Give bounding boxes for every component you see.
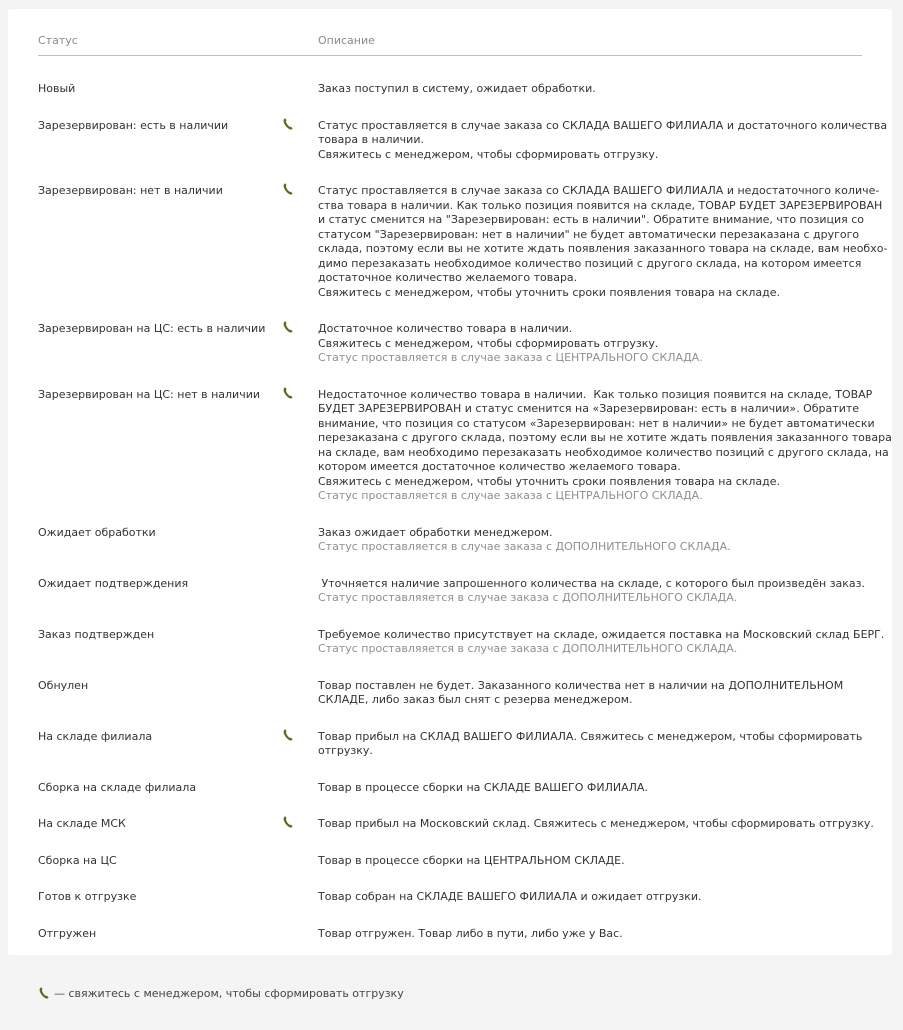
contact-indicator	[278, 781, 318, 796]
status-name: Обнулен	[38, 678, 89, 692]
legend	[38, 986, 404, 1000]
description-line: Товар в процессе сборки на ЦЕНТРАЛЬНОМ СКЛАДЕ.	[318, 853, 625, 867]
phone-icon	[282, 320, 294, 334]
contact-indicator	[278, 322, 318, 366]
description-note: Статус проставляется в случае заказа с ДОПОЛНИТЕЛЬНОГО СКЛАДА.	[318, 540, 731, 553]
status-description	[318, 854, 862, 869]
status-description	[318, 679, 862, 708]
description-line: Товар отгружен. Товар либо в пути, либо уже у Вас.	[318, 926, 623, 940]
table-row	[38, 184, 888, 300]
description-line: Товар прибыл на СКЛАД ВАШЕГО ФИЛИАЛА. Свяжитесь с менеджером, чтобы сформировать	[318, 729, 863, 743]
phone-icon	[282, 728, 294, 742]
table-row	[38, 927, 862, 942]
contact-indicator	[278, 817, 318, 832]
phone-icon	[282, 117, 294, 131]
description-line: Товар прибыл на Московский склад. Свяжитесь с менеджером, чтобы сформировать отгрузку.	[318, 817, 874, 830]
description-line: димо перезаказать необходимое количество позиций с другого склада, на котором имеется	[318, 256, 862, 270]
description-note: Статус проставляяется в случае заказа с ДОПОЛНИТЕЛЬНОГО СКЛАДА.	[318, 591, 738, 604]
table-row	[38, 854, 862, 869]
phone-icon	[38, 986, 50, 1000]
status-rows	[38, 82, 892, 941]
contact-indicator	[278, 890, 318, 905]
description-line: Товар поставлен не будет. Заказанного количества нет в наличии на ДОПОЛНИТЕЛЬНОМ	[318, 678, 844, 692]
status-name: Новый	[38, 82, 76, 95]
description-line: БУДЕТ ЗАРЕЗЕРВИРОВАН и статус сменится на «Зарезервирован: есть в наличии». Обратите	[318, 402, 860, 415]
description-line: Статус проставляется в случае заказа со СКЛАДА ВАШЕГО ФИЛИАЛА и недостаточного количе-	[318, 184, 880, 197]
table-row	[38, 322, 862, 366]
table-row	[38, 890, 862, 905]
contact-indicator	[278, 184, 318, 300]
status-description	[318, 526, 862, 555]
status-name: Ожидает обработки	[38, 525, 156, 539]
table-row	[38, 526, 862, 555]
status-description	[318, 388, 892, 504]
contact-indicator	[278, 628, 318, 657]
table-row	[38, 679, 862, 708]
status-description	[318, 730, 862, 759]
description-line: СКЛАДЕ, либо заказ был снят с резерва менеджером.	[318, 693, 633, 706]
table-row	[38, 118, 888, 163]
description-line: статусом "Зарезервирован: нет в наличии" не будет автоматически перезаказана с другого	[318, 227, 860, 241]
description-line: Статус проставляется в случае заказа со СКЛАДА ВАШЕГО ФИЛИАЛА и достаточного количества	[318, 118, 888, 132]
status-description	[318, 82, 862, 97]
description-line: Свяжитесь с менеджером, чтобы сформировать отгрузку.	[318, 147, 659, 161]
description-column-header: Описание	[318, 34, 375, 47]
status-name: Зарезервирован на ЦС: есть в наличии	[38, 322, 266, 335]
contact-indicator	[278, 679, 318, 708]
status-name: Готов к отгрузке	[38, 890, 137, 903]
description-line: Товар в процессе сборки на СКЛАДЕ ВАШЕГО ФИЛИАЛА.	[318, 780, 648, 794]
table-row	[38, 82, 862, 97]
phone-icon	[282, 386, 294, 400]
description-line: Требуемое количество присутствует на складе, ожидается поставка на Московский склад БЕРГ.	[318, 627, 885, 641]
description-line: товара в наличии.	[318, 133, 424, 146]
table-row	[38, 387, 892, 504]
status-name: Заказ подтвержден	[38, 627, 155, 641]
status-description	[318, 577, 865, 606]
contact-indicator	[278, 927, 318, 942]
status-name: Сборка на складе филиала	[38, 780, 197, 794]
table-row	[38, 781, 862, 796]
contact-indicator	[278, 82, 318, 97]
description-line: склада, поэтому если вы не хотите ждать появления заказанного товара на складе, вам необхо-	[318, 242, 888, 255]
status-description	[318, 781, 862, 796]
contact-indicator	[278, 730, 318, 759]
legend-text: — свяжитесь с менеджером, чтобы сформировать отгрузку	[54, 986, 404, 1000]
description-line: на складе, вам необходимо перезаказать необходимое количество позиций с другого склада, на	[318, 445, 889, 459]
status-description	[318, 890, 862, 905]
description-line: Заказ ожидает обработки менеджером.	[318, 525, 553, 539]
description-line: Достаточное количество товара в наличии.	[318, 322, 573, 335]
contact-indicator	[278, 388, 318, 504]
phone-icon	[282, 182, 294, 196]
contact-indicator	[278, 854, 318, 869]
status-table-card	[8, 9, 892, 955]
contact-indicator	[278, 577, 318, 606]
table-row	[38, 627, 885, 657]
status-name: Зарезервирован: нет в наличии	[38, 184, 223, 197]
description-line: и статус сменится на "Зарезервирован: есть в наличии". Обратите внимание, что позиция со	[318, 213, 865, 226]
description-note: Статус проставляется в случае заказа с ЦЕНТРАЛЬНОГО СКЛАДА.	[318, 489, 703, 502]
description-line: достаточное количество желаемого товара.	[318, 271, 578, 284]
status-name: Зарезервирован на ЦС: нет в наличии	[38, 387, 261, 401]
table-row	[38, 730, 862, 759]
description-line: отгрузку.	[318, 744, 373, 757]
description-line: Недостаточное количество товара в наличии. Как только позиция появится на складе, ТОВАР	[318, 387, 873, 401]
contact-indicator	[278, 526, 318, 555]
phone-icon	[282, 815, 294, 829]
status-name: Зарезервирован: есть в наличии	[38, 118, 229, 132]
description-line: ства товара в наличии. Как только позиция появится на складе, ТОВАР БУДЕТ ЗАРЕЗЕРВИРОВАН	[318, 198, 883, 212]
status-name: Сборка на ЦС	[38, 853, 117, 867]
table-header	[38, 9, 862, 56]
description-note: Статус проставляется в случае заказа с ЦЕНТРАЛЬНОГО СКЛАДА.	[318, 351, 703, 364]
description-line: котором имеется достаточное количество желаемого товара.	[318, 460, 681, 473]
description-line: Товар собран на СКЛАДЕ ВАШЕГО ФИЛИАЛА и ожидает отгрузки.	[318, 890, 702, 903]
description-line: Уточняется наличие запрошенного количества на складе, с которого был произведён заказ.	[318, 576, 866, 590]
description-line: перезаказана с другого склада, поэтому если вы не хотите ждать появления заказанного товара	[318, 431, 892, 444]
description-note: Статус проставляяется в случае заказа с ДОПОЛНИТЕЛЬНОГО СКЛАДА.	[318, 642, 738, 655]
status-name: На складе филиала	[38, 729, 153, 743]
description-line: Свяжитесь с менеджером, чтобы уточнить сроки появления товара на складе.	[318, 285, 781, 299]
status-name: Ожидает подтверждения	[38, 576, 189, 590]
status-description	[318, 322, 862, 366]
table-row	[38, 817, 874, 832]
status-column-header: Статус	[38, 34, 78, 47]
description-line: Заказ поступил в систему, ожидает обработки.	[318, 82, 596, 95]
table-row	[38, 576, 866, 606]
contact-indicator	[278, 119, 318, 163]
description-line: Свяжитесь с менеджером, чтобы уточнить сроки появления товара на складе.	[318, 474, 781, 488]
description-line: внимание, что позиция со статусом «Зарезервирован: нет в наличии» не будет автоматически	[318, 416, 875, 430]
status-description	[318, 927, 862, 942]
description-line: Свяжитесь с менеджером, чтобы сформировать отгрузку.	[318, 336, 659, 350]
status-name: Отгружен	[38, 926, 97, 940]
status-description	[318, 628, 884, 657]
status-description	[318, 119, 887, 163]
status-description	[318, 817, 874, 832]
status-description	[318, 184, 887, 300]
status-name: На складе МСК	[38, 817, 126, 830]
